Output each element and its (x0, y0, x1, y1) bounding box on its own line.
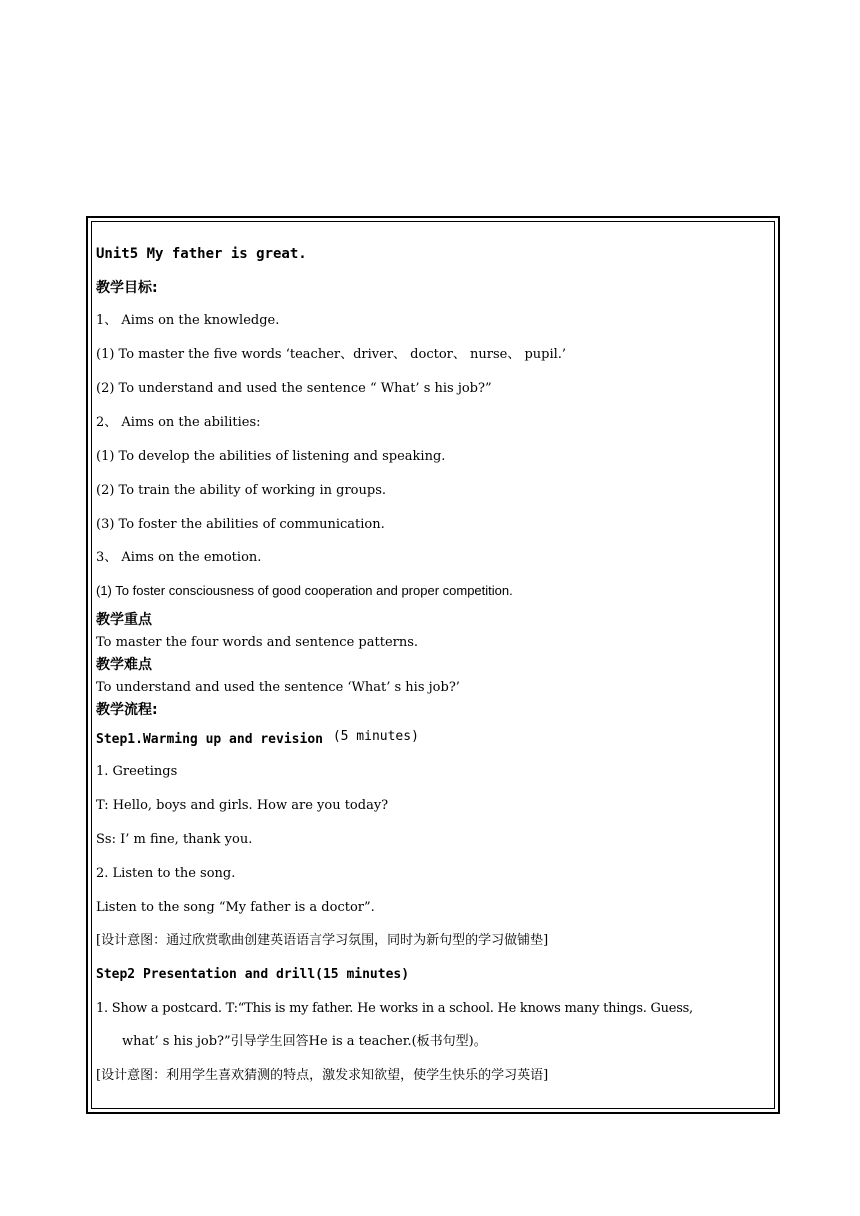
objective-2: 2、 Aims on the abilities: (96, 415, 261, 430)
difficult-points-text: To understand and used the sentence ‘What’ s his job?’ (96, 680, 460, 695)
document-title: Unit5 My father is great. (96, 246, 307, 262)
step2-item-1-line-2: what’ s his job?”引导学生回答He is a teacher.(板书句型)。 (122, 1034, 487, 1049)
key-points-text: To master the four words and sentence patterns. (96, 635, 419, 650)
step2-design-intent: [设计意图：利用学生喜欢猜测的特点，激发求知欲望，使学生快乐的学习英语] (96, 1068, 549, 1083)
step1-song-line: Listen to the song “My father is a doctor”. (96, 900, 375, 915)
objective-2-item-1: (1) To develop the abilities of listening and speaking. (96, 449, 446, 464)
step1-teacher-line: T: Hello, boys and girls. How are you today? (96, 798, 389, 813)
objective-1: 1、 Aims on the knowledge. (96, 313, 280, 328)
step2-heading: Step2 Presentation and drill(15 minutes) (96, 967, 410, 982)
step2-item-1-line-1: 1. Show a postcard. T:“This is my father. He works in a school. He knows many things. Guess, (96, 1001, 693, 1016)
step1-title: Step1.Warming up and revision (96, 732, 323, 747)
step1-item-2: 2. Listen to the song. (96, 866, 236, 881)
difficult-points-heading: 教学难点 (96, 657, 152, 673)
objective-2-item-3: (3) To foster the abilities of communication. (96, 517, 385, 532)
objective-1-item-1: (1) To master the five words ‘teacher、driver、 doctor、 nurse、 pupil.’ (96, 347, 567, 362)
step1-heading (96, 731, 419, 749)
step1-minutes: (5 minutes) (332, 729, 419, 744)
step1-item-1: 1. Greetings (96, 764, 178, 779)
objectives-heading: 教学目标: (96, 280, 158, 296)
objective-3: 3、 Aims on the emotion. (96, 550, 262, 565)
objective-3-item-1: (1) To foster consciousness of good cooperation and proper competition. (96, 583, 513, 598)
step1-design-intent: [设计意图：通过欣赏歌曲创建英语语言学习氛围，同时为新句型的学习做铺垫] (96, 933, 549, 948)
key-points-heading: 教学重点 (96, 612, 152, 628)
step1-students-line: Ss: I’ m fine, thank you. (96, 832, 253, 847)
process-heading: 教学流程: (96, 702, 158, 718)
objective-1-item-2: (2) To understand and used the sentence “ What’ s his job?” (96, 381, 492, 396)
objective-2-item-2: (2) To train the ability of working in groups. (96, 483, 387, 498)
